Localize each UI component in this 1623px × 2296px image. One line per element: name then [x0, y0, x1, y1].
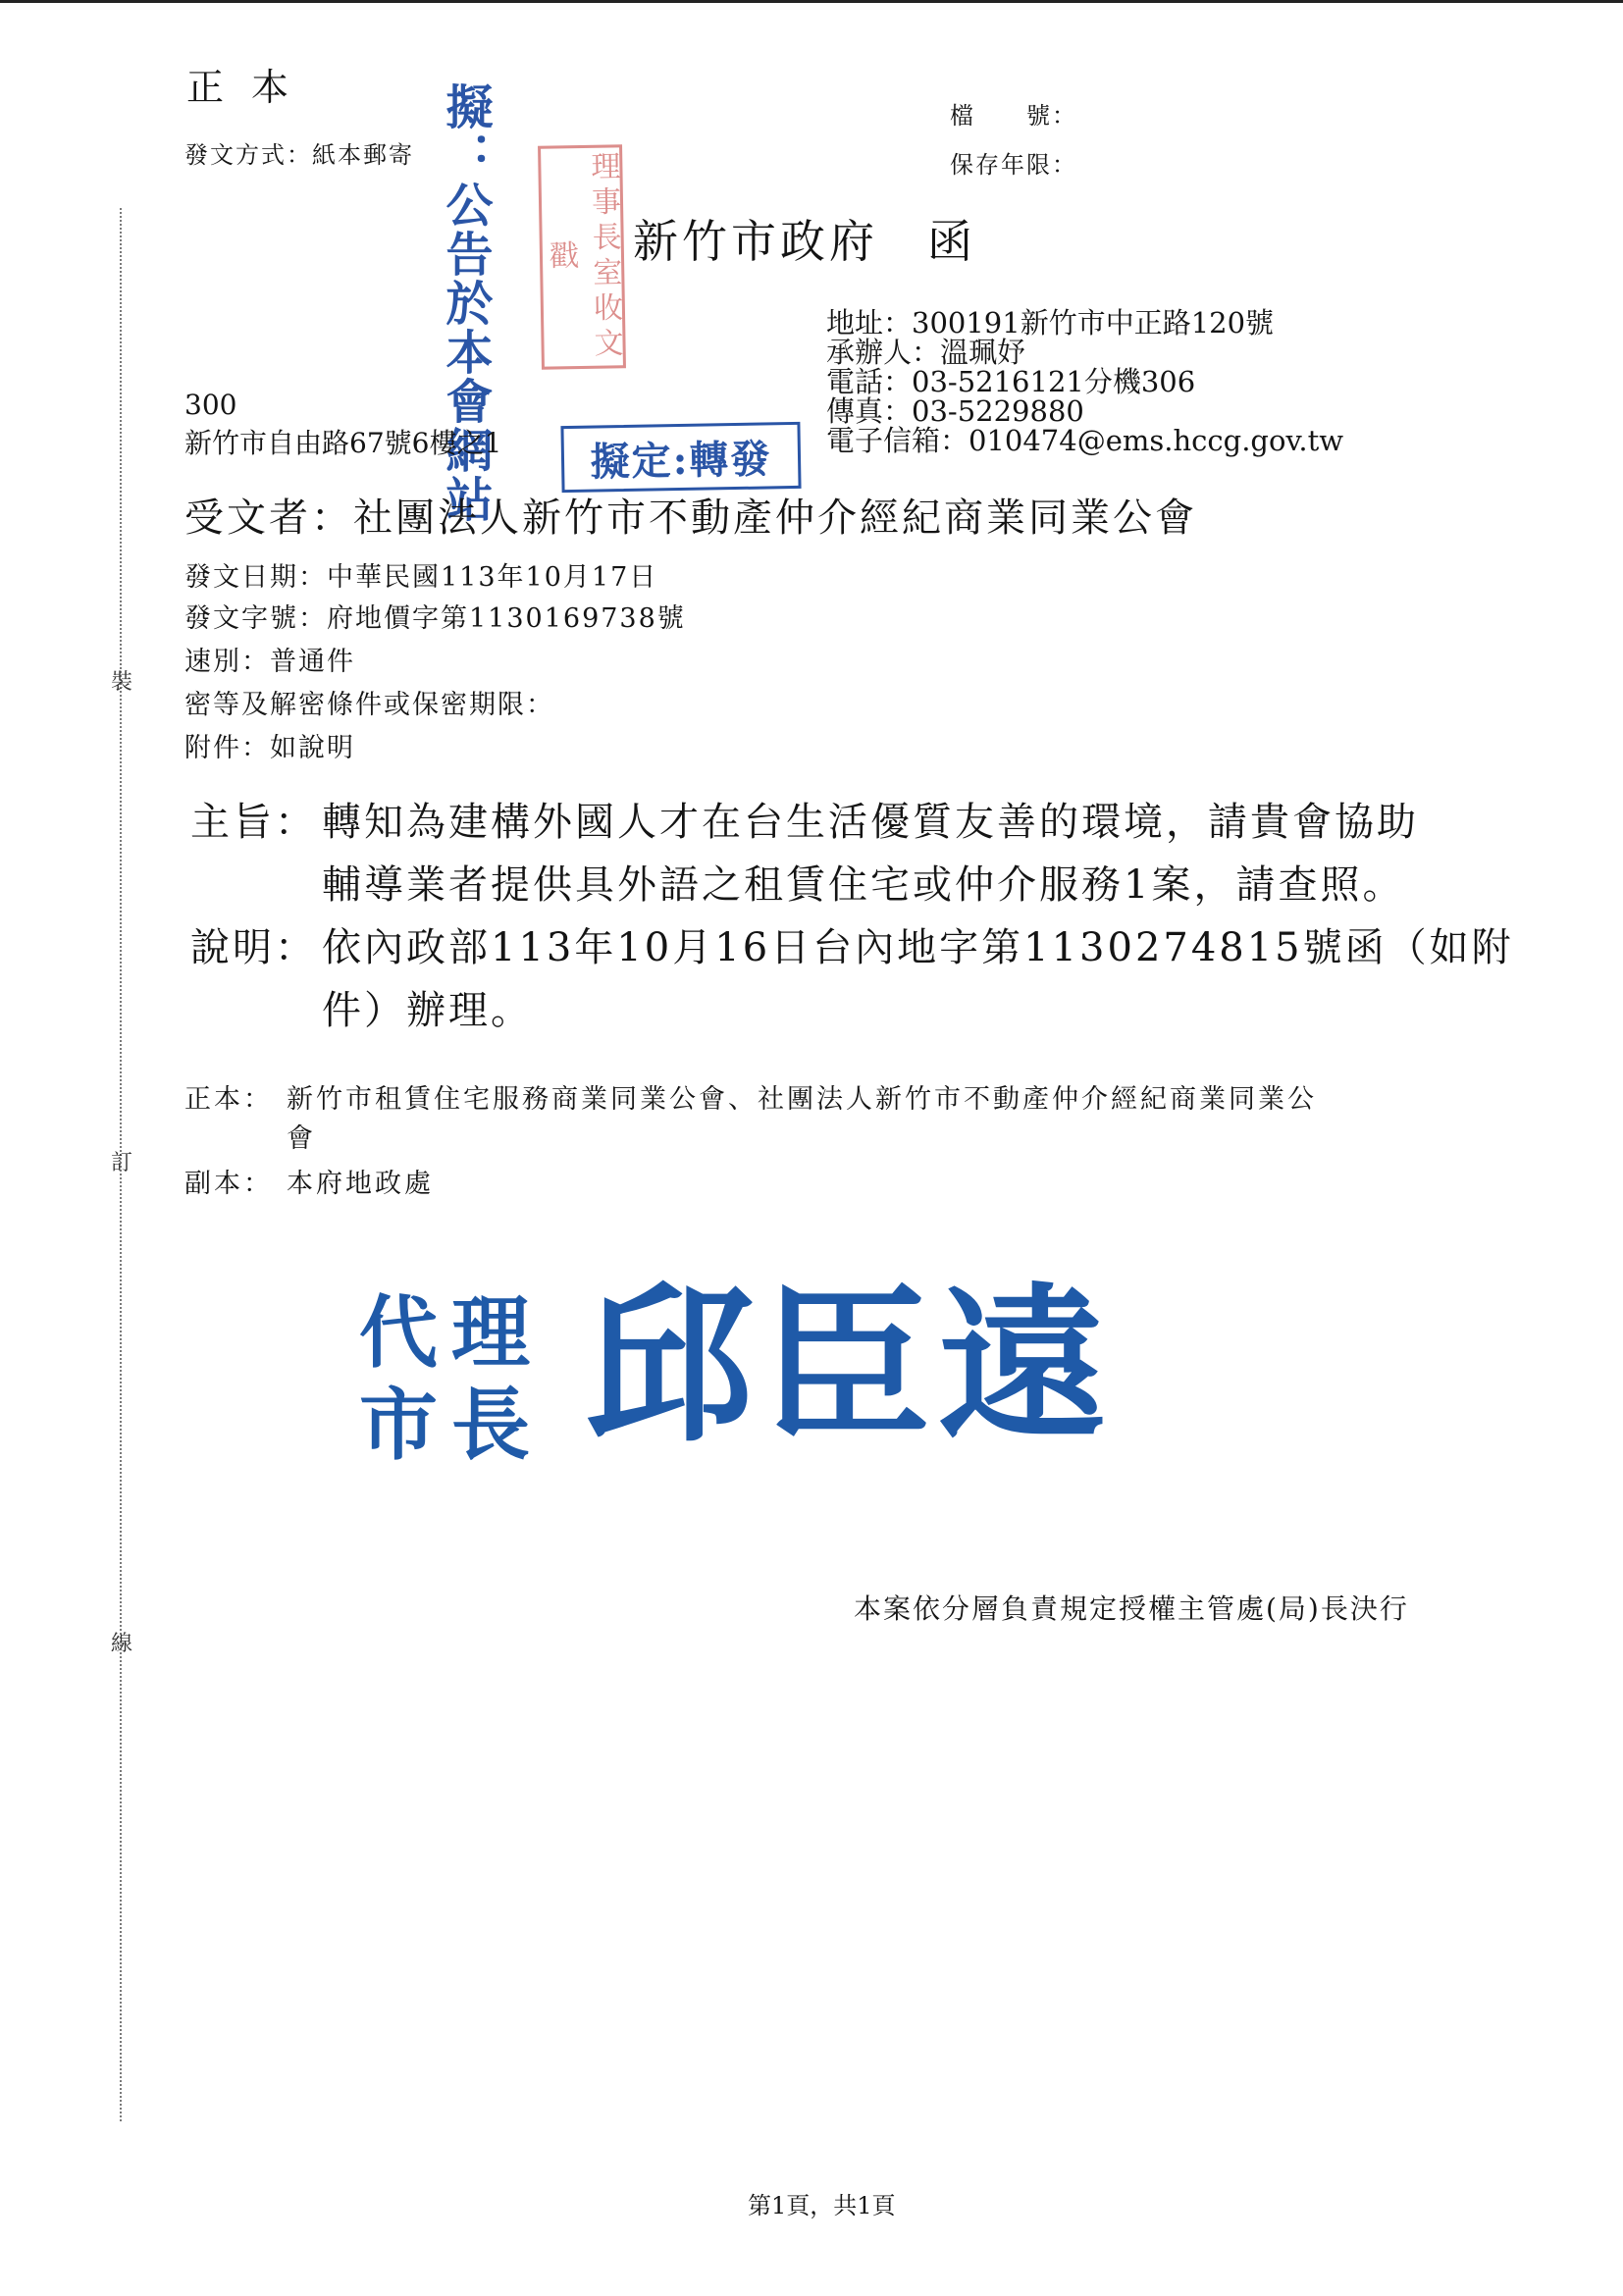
- binding-mark-ding: 訂: [111, 1151, 133, 1175]
- recipient: 受文者：社團法人新竹市不動產仲介經紀商業同業公會: [184, 496, 1197, 541]
- speed-category: 速別：普通件: [184, 647, 355, 677]
- main-copy-line-2: 會: [287, 1123, 316, 1154]
- copy-type: 正本: [186, 66, 317, 109]
- contact-phone: 電話：03-5216121分機306: [826, 365, 1196, 398]
- delegation-note: 本案依分層負責規定授權主管處(局)長決行: [854, 1592, 1409, 1625]
- document-number: 發文字號：府地價字第1130169738號: [184, 603, 686, 634]
- receiver-street: 新竹市自由路67號6樓之1: [184, 427, 502, 459]
- signature-name: 邱臣遠: [585, 1266, 1115, 1465]
- subject-label: 主旨：: [190, 800, 317, 845]
- document-title: 新竹市政府 函: [633, 215, 976, 268]
- carbon-copy-label: 副本：: [184, 1169, 273, 1199]
- explanation-line-2: 件）辦理。: [322, 988, 533, 1033]
- attachment: 附件：如說明: [184, 733, 355, 763]
- subject-line-1: 轉知為建構外國人才在台生活優質友善的環境，請貴會協助: [322, 800, 1419, 845]
- binding-mark-xian: 線: [111, 1632, 133, 1656]
- top-border-line: [0, 0, 1623, 3]
- file-number-label: 檔 號：: [950, 102, 1077, 130]
- send-method: 發文方式：紙本郵寄: [184, 141, 414, 169]
- draft-forward-stamp: 擬定:轉發: [560, 422, 801, 493]
- explanation-label: 說明：: [190, 925, 317, 970]
- contact-officer: 承辦人：溫珮妤: [826, 336, 1026, 369]
- contact-email: 電子信箱：010474@ems.hccg.gov.tw: [826, 424, 1344, 457]
- retention-label: 保存年限：: [950, 151, 1077, 179]
- explanation-line-1: 依內政部113年10月16日台內地字第1130274815號函（如附: [322, 925, 1514, 970]
- handwritten-note-stamp: 擬：公告於本會網站: [438, 82, 493, 524]
- secrecy-level: 密等及解密條件或保密期限：: [184, 690, 554, 720]
- subject-line-2: 輔導業者提供具外語之租賃住宅或仲介服務1案，請查照。: [322, 862, 1405, 908]
- signature-acting: 代理: [359, 1286, 544, 1379]
- main-copy-label: 正本：: [184, 1084, 273, 1115]
- contact-address: 地址：300191新竹市中正路120號: [826, 306, 1275, 339]
- issue-date: 發文日期：中華民國113年10月17日: [184, 562, 658, 593]
- receiver-postcode: 300: [184, 389, 237, 421]
- page-number: 第1頁，共1頁: [748, 2192, 896, 2219]
- contact-fax: 傳真：03-5229880: [826, 394, 1084, 428]
- received-seal-stamp: 理事長室收文戳: [538, 144, 626, 369]
- main-copy-line-1: 新竹市租賃住宅服務商業同業公會、社團法人新竹市不動產仲介經紀商業同業公: [287, 1084, 1317, 1115]
- carbon-copy-text: 本府地政處: [287, 1169, 434, 1199]
- signature-title: 市長: [359, 1379, 544, 1471]
- binding-mark-zhuang: 裝: [111, 670, 133, 695]
